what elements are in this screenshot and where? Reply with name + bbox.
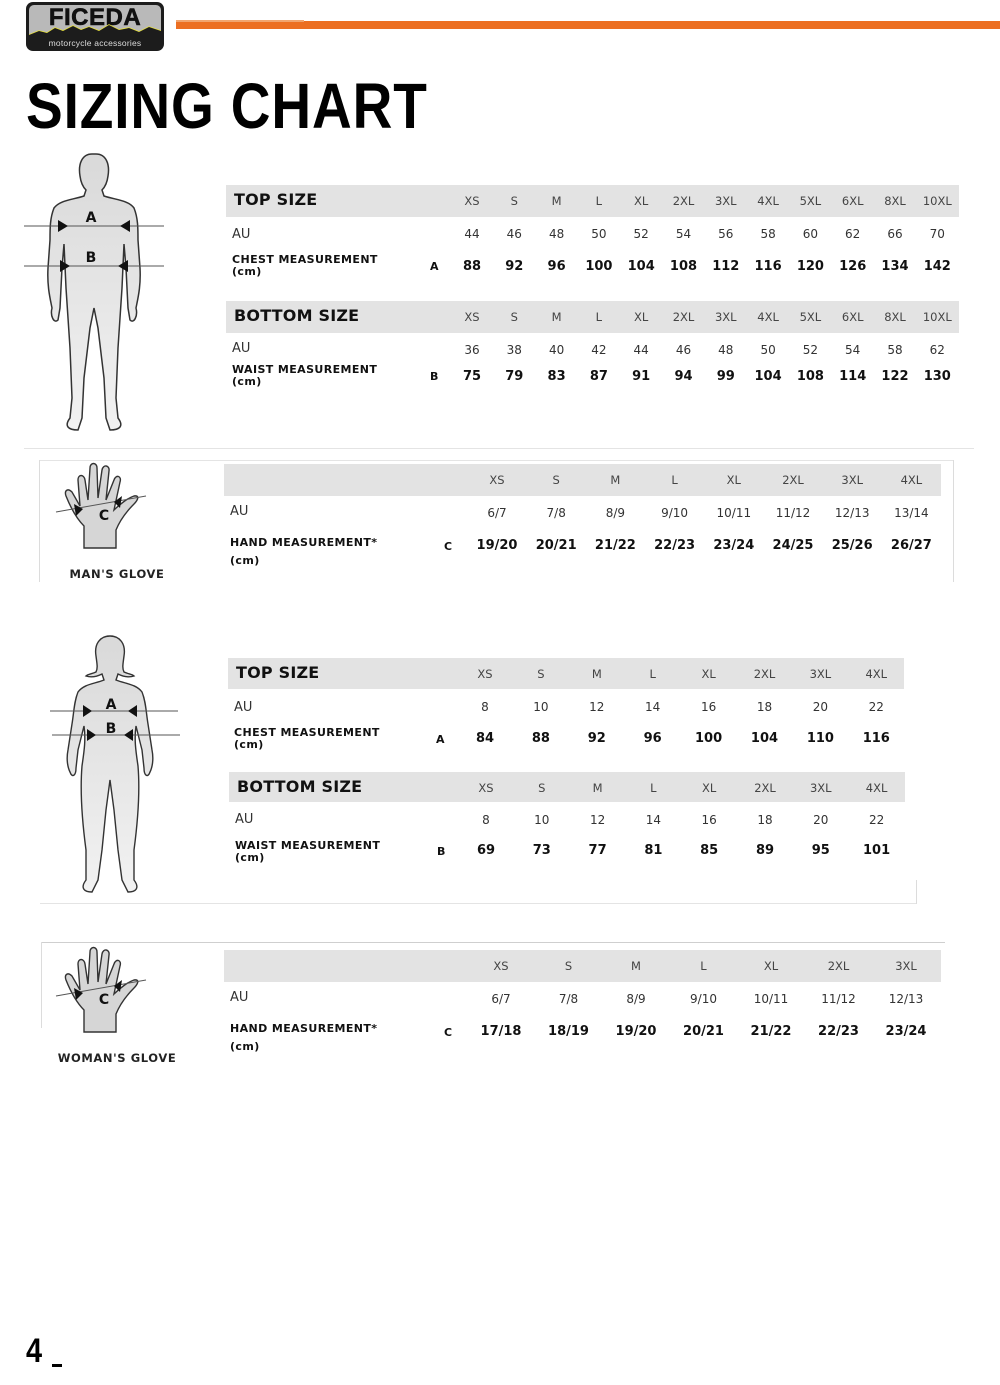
measurement-unit: (cm) — [230, 554, 260, 567]
size-header-cell: 3XL — [714, 310, 737, 324]
measurement-unit: (cm) — [232, 265, 262, 278]
measurement-cell: 100 — [585, 259, 613, 274]
measurement-cell: 96 — [547, 259, 566, 274]
measurement-cell: 20/21 — [535, 538, 577, 553]
glove-caption: WOMAN'S GLOVE — [57, 1051, 177, 1065]
measurement-unit: (cm) — [232, 375, 262, 388]
measurement-name: CHEST MEASUREMENT — [234, 726, 380, 739]
glove-caption: MAN'S GLOVE — [69, 567, 165, 581]
size-header-cell: 2XL — [753, 667, 776, 681]
au-size-cell: 52 — [802, 343, 819, 357]
au-size-cell: 8/9 — [605, 506, 626, 520]
measurement-cell: 114 — [839, 369, 867, 384]
measurement-cell: 22/23 — [818, 1024, 859, 1039]
size-header-cell: 2XL — [754, 781, 776, 795]
table-header-row — [229, 772, 905, 802]
au-size-cell: 20 — [812, 700, 829, 714]
measurement-cell: 110 — [806, 731, 834, 746]
au-size-cell: 7/8 — [546, 506, 566, 520]
logo-brand: FICEDA — [48, 5, 142, 31]
size-header-cell: 4XL — [757, 194, 779, 208]
au-label: AU — [232, 341, 251, 356]
size-header-cell: S — [564, 959, 573, 973]
measurement-cell: 88 — [462, 259, 482, 274]
measurement-name: HAND MEASUREMENT* — [230, 536, 378, 549]
size-header-cell: 4XL — [900, 473, 923, 487]
au-size-cell: 10 — [533, 700, 549, 714]
table-header-row — [226, 301, 959, 333]
size-header-cell: XS — [477, 667, 493, 681]
au-size-cell: 12 — [589, 700, 605, 714]
table-title: TOP SIZE — [236, 663, 320, 682]
measurement-cell: 94 — [674, 369, 693, 384]
size-header-cell: S — [538, 781, 546, 795]
size-header-cell: 3XL — [895, 959, 917, 973]
au-size-cell: 62 — [929, 343, 945, 357]
measurement-cell: 26/27 — [890, 538, 932, 553]
table-header-row — [224, 950, 941, 982]
measurement-cell: 104 — [750, 731, 779, 746]
measurement-cell: 75 — [462, 369, 482, 384]
au-label: AU — [235, 812, 254, 827]
measurement-cell: 91 — [632, 369, 651, 384]
au-size-cell: 60 — [802, 227, 819, 241]
measurement-letter: A — [436, 733, 445, 746]
table-header-row — [226, 185, 959, 217]
au-size-cell: 8/9 — [626, 992, 646, 1006]
womens-top-size-table — [228, 658, 904, 758]
measurement-name: WAIST MEASUREMENT — [235, 839, 381, 852]
size-header-cell: L — [671, 473, 678, 487]
au-label: AU — [230, 990, 249, 1005]
au-size-cell: 50 — [591, 227, 607, 241]
measurement-cell: 23/24 — [885, 1024, 927, 1039]
figure-label-b: B — [105, 721, 117, 737]
measurement-cell: 25/26 — [831, 538, 873, 553]
size-header-cell: L — [700, 959, 707, 973]
glove-box-left — [41, 942, 42, 1028]
size-header-cell: XL — [634, 194, 649, 208]
measurement-name: CHEST MEASUREMENT — [232, 253, 378, 266]
size-header-cell: 4XL — [865, 781, 888, 795]
measurement-letter: C — [444, 1026, 453, 1039]
au-size-cell: 62 — [845, 227, 861, 241]
au-size-cell: 10/11 — [753, 992, 789, 1006]
au-size-cell: 70 — [929, 227, 945, 241]
measurement-cell: 73 — [532, 843, 551, 858]
measurement-cell: 89 — [755, 843, 775, 858]
measurement-cell: 69 — [476, 843, 496, 858]
measurement-cell: 96 — [643, 731, 662, 746]
size-header-cell: XL — [702, 781, 717, 795]
size-header-cell: 2XL — [672, 194, 695, 208]
au-size-cell: 9/10 — [690, 992, 717, 1006]
womens-glove-size-table — [224, 950, 941, 1053]
size-header-cell: XL — [634, 310, 649, 324]
figure-label-b: B — [85, 250, 97, 266]
au-size-cell: 46 — [675, 343, 692, 357]
au-size-cell: 56 — [718, 227, 734, 241]
au-size-cell: 7/8 — [558, 992, 579, 1006]
measurement-cell: 19/20 — [615, 1024, 657, 1039]
measurement-cell: 19/20 — [476, 538, 518, 553]
mens-bottom-size-table — [226, 301, 959, 401]
au-size-cell: 38 — [506, 343, 522, 357]
logo-tagline: motorcycle accessories — [48, 38, 142, 48]
measurement-cell: 99 — [716, 369, 735, 384]
au-size-cell: 40 — [548, 343, 565, 357]
measurement-label — [232, 364, 377, 388]
table-title: BOTTOM SIZE — [237, 777, 363, 796]
measurement-letter: B — [437, 845, 446, 858]
header-rule — [176, 21, 1000, 29]
size-header-cell: 3XL — [841, 473, 863, 487]
size-header-cell: 2XL — [782, 473, 804, 487]
au-size-cell: 10/11 — [716, 506, 752, 520]
measurement-cell: 85 — [700, 843, 719, 858]
section-divider — [24, 448, 974, 449]
size-header-cell: 10XL — [922, 194, 952, 208]
measurement-cell: 122 — [881, 369, 909, 384]
size-header-cell: 2XL — [672, 310, 695, 324]
hand-figure — [50, 460, 160, 555]
au-size-cell: 9/10 — [661, 506, 689, 520]
mens-top-size-table — [226, 185, 959, 285]
measurement-cell: 88 — [531, 731, 550, 746]
measurement-label — [234, 727, 380, 751]
measurement-cell: 77 — [588, 843, 607, 858]
measurement-cell: 84 — [475, 731, 495, 746]
au-label: AU — [232, 227, 251, 242]
measurement-name: WAIST MEASUREMENT — [232, 363, 378, 376]
measurement-cell: 92 — [505, 259, 524, 274]
au-size-cell: 48 — [718, 343, 734, 357]
size-header-cell: 4XL — [865, 667, 888, 681]
size-header-cell: M — [610, 473, 621, 487]
au-size-cell: 8 — [481, 700, 489, 714]
size-header-cell: 3XL — [714, 194, 737, 208]
measurement-letter: B — [430, 370, 439, 383]
womens-bottom-size-table — [229, 772, 905, 872]
measurement-cell: 95 — [811, 843, 830, 858]
measurement-cell: 87 — [589, 369, 608, 384]
size-header-cell: 3XL — [809, 781, 832, 795]
au-size-cell: 12/13 — [834, 506, 870, 520]
measurement-cell: 108 — [669, 259, 698, 274]
figure-label-a: A — [85, 210, 97, 226]
measurement-label — [232, 254, 378, 278]
measurement-cell: 104 — [754, 369, 782, 384]
hand-figure — [50, 944, 160, 1039]
glove-box-left — [39, 460, 40, 582]
measurement-cell: 100 — [695, 731, 723, 746]
figure-label-c: C — [98, 992, 110, 1008]
au-size-cell: 44 — [464, 227, 480, 241]
header-rule-highlight — [176, 20, 304, 22]
au-size-cell: 58 — [887, 343, 903, 357]
au-size-cell: 54 — [675, 227, 692, 241]
measurement-cell: 112 — [712, 259, 740, 274]
au-size-cell: 18 — [756, 700, 773, 714]
page-title: SIZING CHART — [26, 70, 428, 142]
page-number-dash — [52, 1364, 62, 1367]
au-size-cell: 11/12 — [775, 506, 811, 520]
size-header-cell: M — [592, 781, 603, 795]
au-size-cell: 16 — [700, 700, 717, 714]
glove-box-top — [40, 460, 954, 461]
size-header-cell: M — [551, 194, 562, 208]
size-header-cell: M — [631, 959, 641, 973]
size-header-cell: XS — [489, 473, 505, 487]
table-title: BOTTOM SIZE — [234, 306, 360, 325]
au-size-cell: 14 — [645, 813, 662, 827]
measurement-cell: 21/22 — [594, 538, 636, 553]
size-header-cell: L — [595, 194, 603, 208]
au-size-cell: 11/12 — [821, 992, 856, 1006]
au-size-cell: 20 — [813, 813, 829, 827]
size-header-cell: XL — [726, 473, 741, 487]
au-label: AU — [230, 504, 249, 519]
size-header-cell: 5XL — [799, 310, 822, 324]
measurement-cell: 108 — [796, 369, 824, 384]
size-header-cell: 2XL — [827, 959, 850, 973]
au-size-cell: 66 — [887, 227, 903, 241]
size-header-cell: S — [510, 194, 518, 208]
au-size-cell: 52 — [633, 227, 649, 241]
page-number: 4 — [26, 1332, 43, 1370]
size-header-cell: L — [650, 781, 657, 795]
table-title: TOP SIZE — [234, 190, 318, 209]
size-header-cell: L — [649, 667, 656, 681]
au-size-cell: 50 — [760, 343, 776, 357]
size-header-cell: M — [551, 310, 562, 324]
measurement-cell: 79 — [505, 369, 524, 384]
measurement-cell: 92 — [587, 731, 606, 746]
au-size-cell: 12 — [589, 813, 606, 827]
measurement-cell: 120 — [796, 259, 824, 274]
measurement-cell: 134 — [881, 259, 909, 274]
au-size-cell: 54 — [845, 343, 861, 357]
mens-glove-size-table — [224, 464, 941, 567]
measurement-cell: 24/25 — [772, 538, 814, 553]
size-header-cell: M — [591, 667, 602, 681]
female-body-figure — [40, 630, 190, 900]
measurement-cell: 116 — [754, 259, 782, 274]
measurement-cell: 18/19 — [548, 1024, 589, 1039]
glove-box-right — [953, 460, 954, 582]
au-size-cell: 10 — [534, 813, 550, 827]
measurement-cell: 21/22 — [750, 1024, 792, 1039]
size-header-cell: 4XL — [757, 310, 779, 324]
au-size-cell: 44 — [633, 343, 649, 357]
ficeda-logo — [26, 2, 164, 51]
measurement-cell: 126 — [839, 259, 867, 274]
measurement-cell: 17/18 — [480, 1024, 522, 1039]
au-label: AU — [234, 700, 253, 715]
size-header-cell: 5XL — [799, 194, 822, 208]
size-header-cell: XS — [464, 310, 480, 324]
measurement-label — [230, 1020, 377, 1056]
au-size-cell: 12/13 — [888, 992, 924, 1006]
measurement-cell: 130 — [923, 369, 951, 384]
figure-label-a: A — [105, 697, 117, 713]
au-size-cell: 16 — [701, 813, 717, 827]
section-divider — [40, 903, 917, 904]
measurement-unit: (cm) — [234, 738, 264, 751]
measurement-letter: C — [444, 540, 453, 553]
size-header-cell: S — [552, 473, 560, 487]
au-size-cell: 8 — [482, 813, 490, 827]
size-header-cell: 6XL — [841, 310, 864, 324]
size-header-cell: XL — [763, 959, 779, 973]
size-header-cell: XL — [701, 667, 716, 681]
glove-box-top — [41, 942, 945, 943]
au-size-cell: 42 — [591, 343, 607, 357]
measurement-unit: (cm) — [235, 851, 265, 864]
measurement-cell: 23/24 — [713, 538, 755, 553]
au-size-cell: 18 — [757, 813, 773, 827]
measurement-cell: 101 — [863, 843, 891, 858]
figure-label-c: C — [98, 508, 110, 524]
measurement-letter: A — [430, 260, 439, 273]
size-header-cell: XS — [493, 959, 509, 973]
table-header-row — [224, 464, 941, 496]
au-size-cell: 58 — [760, 227, 776, 241]
size-header-cell: L — [595, 310, 603, 324]
au-size-cell: 22 — [868, 813, 885, 827]
measurement-label — [230, 534, 377, 570]
measurement-cell: 22/23 — [654, 538, 696, 553]
au-size-cell: 14 — [645, 700, 661, 714]
measurement-cell: 83 — [547, 369, 566, 384]
au-size-cell: 6/7 — [487, 506, 507, 520]
size-header-cell: 8XL — [884, 194, 906, 208]
size-header-cell: S — [510, 310, 518, 324]
size-header-cell: 3XL — [809, 667, 832, 681]
au-size-cell: 6/7 — [491, 992, 511, 1006]
au-size-cell: 13/14 — [894, 506, 929, 520]
size-header-cell: XS — [478, 781, 494, 795]
size-header-cell: 10XL — [922, 310, 952, 324]
measurement-unit: (cm) — [230, 1040, 260, 1053]
size-header-cell: XS — [464, 194, 480, 208]
measurement-cell: 81 — [644, 843, 663, 858]
measurement-cell: 142 — [923, 259, 951, 274]
au-size-cell: 46 — [506, 227, 522, 241]
measurement-cell: 116 — [862, 731, 890, 746]
au-size-cell: 48 — [548, 227, 565, 241]
male-body-figure — [20, 148, 180, 440]
au-size-cell: 36 — [464, 343, 480, 357]
size-header-cell: S — [537, 667, 545, 681]
mountain-icon — [29, 22, 161, 36]
section-divider-edge — [916, 880, 917, 904]
measurement-cell: 104 — [627, 259, 655, 274]
au-size-cell: 22 — [868, 700, 884, 714]
measurement-name: HAND MEASUREMENT* — [230, 1022, 378, 1035]
measurement-cell: 20/21 — [683, 1024, 724, 1039]
table-header-row — [228, 658, 904, 689]
measurement-label — [235, 840, 380, 864]
size-header-cell: 6XL — [841, 194, 864, 208]
size-header-cell: 8XL — [884, 310, 906, 324]
